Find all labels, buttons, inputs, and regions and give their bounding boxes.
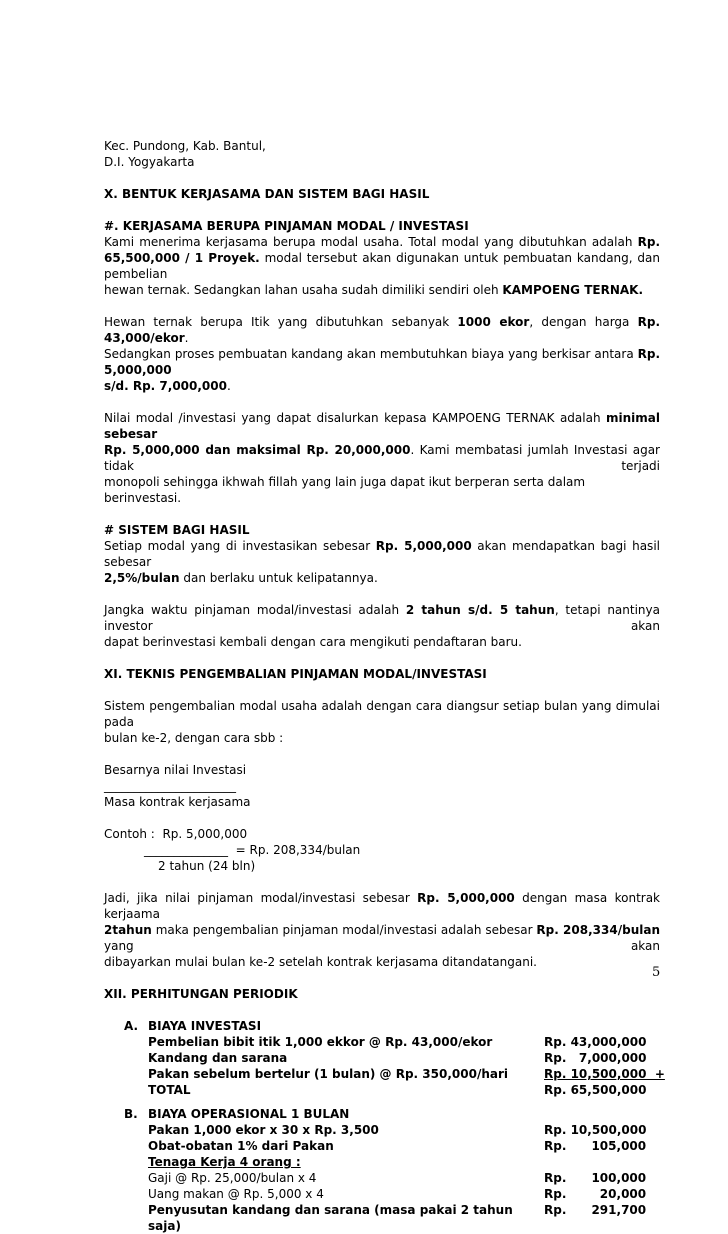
- formula-denominator: Masa kontrak kerjasama: [104, 795, 251, 809]
- row-amount: Rp. 43,000,000: [544, 1035, 647, 1049]
- biaya-operasional-block: [104, 1106, 660, 1234]
- paragraph-jangka-line-2: dapat berinvestasi kembali dengan cara mengikuti pendaftaran baru.: [104, 635, 522, 649]
- list-letter-a: A.: [124, 1019, 139, 1033]
- biaya-investasi-block: [104, 1018, 665, 1098]
- row-amount: Rp. 291,700: [544, 1203, 647, 1217]
- table-row: [148, 1066, 665, 1082]
- row-label: Gaji @ Rp. 25,000/bulan x 4: [148, 1171, 317, 1185]
- row-label: Penyusutan kandang dan sarana (masa pakai 2 tahun saja): [148, 1203, 513, 1233]
- paragraph-sistem-line-1: Sistem pengembalian modal usaha adalah dengan cara diangsur setiap bulan yang dimulai pada: [104, 699, 660, 729]
- row-label: Pembelian bibit itik 1,000 ekkor @ Rp. 43,000/ekor: [148, 1035, 493, 1049]
- table-row-total: [148, 1082, 660, 1098]
- table-row: [148, 1154, 660, 1170]
- paragraph-nilai-line-1: Nilai modal /investasi yang dapat disalurkan kepasa KAMPOENG TERNAK adalah minimal sebesar: [104, 411, 660, 441]
- paragraph-jangka-line-1: Jangka waktu pinjaman modal/investasi adalah 2 tahun s/d. 5 tahun, tetapi nantinya investor akan: [104, 603, 660, 633]
- paragraph-nilai-line-3: monopoli sehingga ikhwah fillah yang lain juga dapat ikut berperan serta dalam berinvestasi.: [104, 475, 586, 505]
- biaya-operasional-title: BIAYA OPERASIONAL 1 BULAN: [148, 1107, 350, 1121]
- row-amount: Rp. 10,500,000: [544, 1067, 647, 1081]
- formula-divider: ______________________: [104, 779, 236, 793]
- table-row: [148, 1138, 660, 1154]
- sum-marker: +: [646, 1067, 665, 1081]
- table-row: [148, 1050, 660, 1066]
- subsection-kerjasama-heading: #. KERJASAMA BERUPA PINJAMAN MODAL / INVESTASI: [104, 219, 469, 233]
- row-amount: Rp. 10,500,000: [544, 1123, 647, 1137]
- row-amount: Rp. 65,500,000: [544, 1083, 647, 1097]
- paragraph-ternak-line-3: s/d. Rp. 7,000,000.: [104, 379, 231, 393]
- example-denominator: 2 tahun (24 bln): [158, 859, 256, 873]
- paragraph-ternak-line-2: Sedangkan proses pembuatan kandang akan membutuhkan biaya yang berkisar antara Rp. 5,000,000: [104, 347, 660, 377]
- paragraph-jadi-line-3: dibayarkan mulai bulan ke-2 setelah kontrak kerjasama ditandatangani.: [104, 955, 537, 969]
- paragraph-ternak-line-1: Hewan ternak berupa Itik yang dibutuhkan sebanyak 1000 ekor, dengan harga Rp. 43,000/ekor.: [104, 315, 660, 345]
- table-row: [148, 1202, 660, 1234]
- paragraph-modal-line-1: Kami menerima kerjasama berupa modal usaha. Total modal yang dibutuhkan adalah Rp.: [104, 235, 660, 249]
- row-label: Pakan sebelum bertelur (1 bulan) @ Rp. 350,000/hari: [148, 1067, 509, 1081]
- row-label: TOTAL: [148, 1083, 191, 1097]
- row-amount: Rp. 105,000: [544, 1139, 647, 1153]
- row-label: Kandang dan sarana: [148, 1051, 288, 1065]
- example-numerator: Contoh : Rp. 5,000,000: [104, 827, 248, 841]
- address-line-1: Kec. Pundong, Kab. Bantul,: [104, 139, 266, 153]
- list-letter-b: B.: [124, 1107, 138, 1121]
- page-number: 5: [652, 965, 661, 980]
- table-row: [148, 1122, 660, 1138]
- row-amount: Rp. 20,000: [544, 1187, 647, 1201]
- row-label: Obat-obatan 1% dari Pakan: [148, 1139, 334, 1153]
- paragraph-bagi-hasil-line-2: 2,5%/bulan dan berlaku untuk kelipatannya.: [104, 571, 378, 585]
- row-label: Uang makan @ Rp. 5,000 x 4: [148, 1187, 324, 1201]
- section-xii-heading: XII. PERHITUNGAN PERIODIK: [104, 987, 298, 1001]
- paragraph-jadi-line-1: Jadi, jika nilai pinjaman modal/investasi sebesar Rp. 5,000,000 dengan masa kontrak kerjaama: [104, 891, 661, 921]
- paragraph-jadi-line-2: 2tahun maka pengembalian pinjaman modal/investasi adalah sebesar Rp. 208,334/bulan yang akan: [104, 923, 660, 953]
- table-row: [148, 1170, 660, 1186]
- row-label: Tenaga Kerja 4 orang :: [148, 1155, 301, 1169]
- section-x-heading: X. BENTUK KERJASAMA DAN SISTEM BAGI HASIL: [104, 187, 430, 201]
- formula-numerator: Besarnya nilai Investasi: [104, 763, 247, 777]
- table-row: [148, 1186, 660, 1202]
- document-page: [104, 138, 665, 1234]
- row-amount: Rp. 100,000: [544, 1171, 647, 1185]
- row-label: Pakan 1,000 ekor x 30 x Rp. 3,500: [148, 1123, 379, 1137]
- section-xi-heading: XI. TEKNIS PENGEMBALIAN PINJAMAN MODAL/INVESTASI: [104, 667, 487, 681]
- address-line-2: D.I. Yogyakarta: [104, 155, 195, 169]
- biaya-investasi-title: BIAYA INVESTASI: [148, 1019, 262, 1033]
- paragraph-sistem-line-2: bulan ke-2, dengan cara sbb :: [104, 731, 284, 745]
- paragraph-bagi-hasil-line-1: Setiap modal yang di investasikan sebesar Rp. 5,000,000 akan mendapatkan bagi hasil sebesar: [104, 539, 660, 569]
- paragraph-modal-line-3: hewan ternak. Sedangkan lahan usaha sudah dimiliki sendiri oleh KAMPOENG TERNAK.: [104, 283, 644, 297]
- table-row: [148, 1034, 660, 1050]
- example-divider-result: ______________ = Rp. 208,334/bulan: [144, 843, 361, 857]
- row-amount: Rp. 7,000,000: [544, 1051, 647, 1065]
- paragraph-modal-line-2: 65,500,000 / 1 Proyek. modal tersebut akan digunakan untuk pembuatan kandang, dan pembelian: [104, 251, 661, 281]
- paragraph-nilai-line-2: Rp. 5,000,000 dan maksimal Rp. 20,000,000. Kami membatasi jumlah Investasi agar tidak terjadi: [104, 443, 660, 473]
- subsection-bagi-hasil-heading: # SISTEM BAGI HASIL: [104, 523, 250, 537]
